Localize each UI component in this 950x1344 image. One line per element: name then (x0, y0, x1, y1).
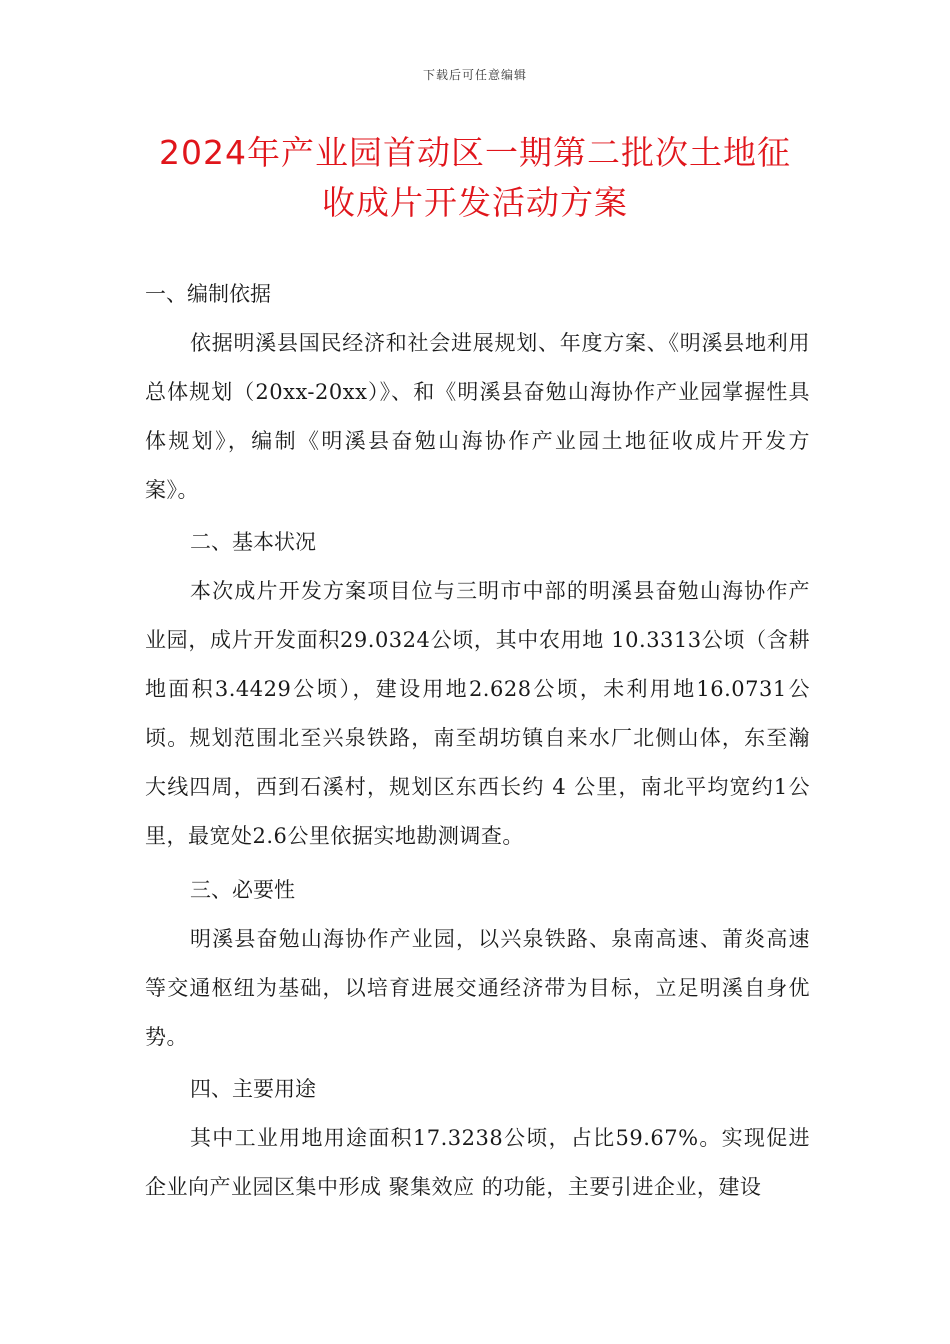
paragraph-3: 明溪县奋勉山海协作产业园，以兴泉铁路、泉南高速、莆炎高速等交通枢纽为基础，以培育进展交通经济带为目标，立足明溪自身优势。 (145, 927, 810, 1049)
section-body-1 (145, 319, 810, 515)
section-heading-1: 一、编制依据 (145, 282, 271, 306)
section-body-4 (145, 1114, 810, 1212)
section-heading-2: 二、基本状况 (190, 530, 316, 554)
title-line-2: 收成片开发活动方案 (322, 183, 628, 222)
paragraph-2: 本次成片开发方案项目位与三明市中部的明溪县奋勉山海协作产业园，成片开发面积29.0324公顷，其中农用地 10.3313公顷（含耕地面积3.4429公顷），建设用地2.628公顷，未利用地16.0731公顷。规划范围北至兴泉铁路，南至胡坊镇自来水厂北侧山体，东至瀚大线四周，西到石溪村，规划区东西长约 4 公里，南北平均宽约1公里，最宽处2.6公里依据实地勘测调查。 (145, 579, 810, 848)
section-heading-4: 四、主要用途 (190, 1077, 316, 1101)
title-line-1: 2024年产业园首动区一期第二批次土地征 (159, 133, 791, 172)
document-title (100, 128, 850, 228)
section-body-3 (145, 915, 810, 1062)
paragraph-1: 依据明溪县国民经济和社会进展规划、年度方案、《明溪县地利用总体规划（20xx-20xx）》、和《明溪县奋勉山海协作产业园掌握性具体规划》，编制《明溪县奋勉山海协作产业园土地征收成片开发方案》。 (145, 331, 810, 502)
header-note: 下载后可任意编辑 (422, 68, 527, 82)
section-body-2 (145, 567, 810, 861)
section-heading-3: 三、必要性 (190, 878, 295, 902)
paragraph-4: 其中工业用地用途面积17.3238公顷，占比59.67%。实现促进企业向产业园区集中形成 聚集效应 的功能，主要引进企业，建设 (145, 1126, 810, 1199)
